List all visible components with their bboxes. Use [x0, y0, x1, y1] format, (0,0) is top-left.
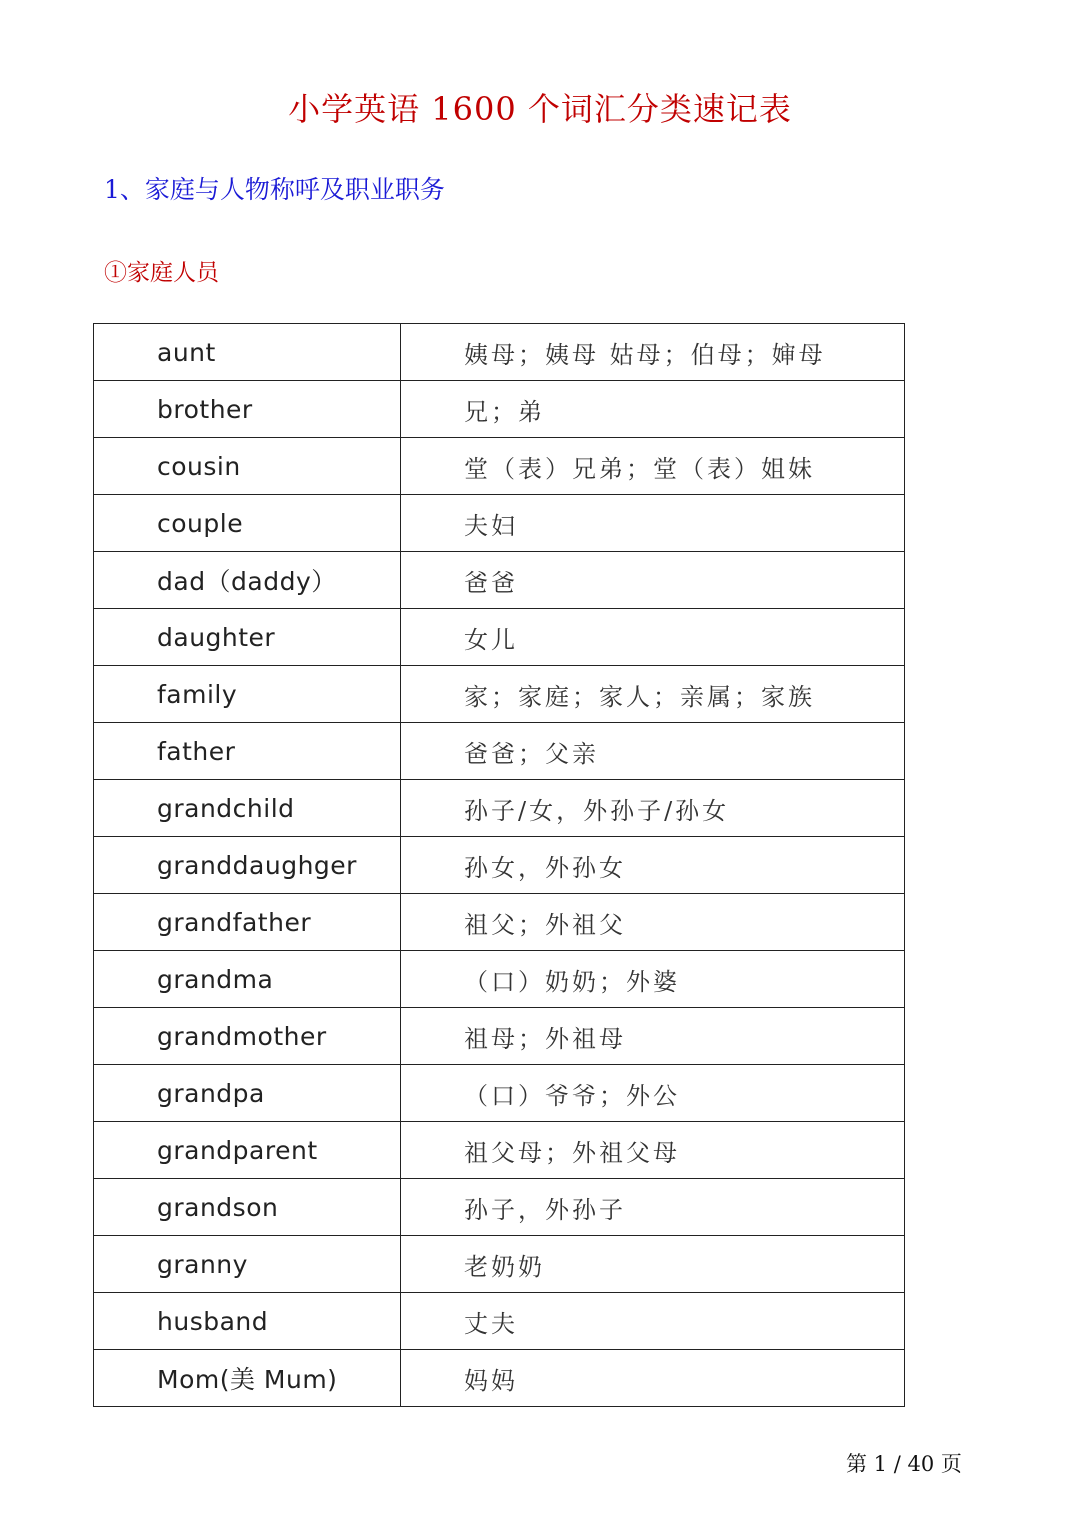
table-row [94, 894, 905, 951]
meaning-cell: 爸爸；父亲 [401, 723, 905, 780]
table-row [94, 381, 905, 438]
table-row [94, 723, 905, 780]
word-cell: daughter [94, 609, 401, 666]
table-row [94, 1236, 905, 1293]
meaning-cell: 夫妇 [401, 495, 905, 552]
subsection-heading: ①家庭人员 [104, 260, 219, 286]
word-cell: husband [94, 1293, 401, 1350]
meaning-cell: （口）奶奶；外婆 [401, 951, 905, 1008]
meaning-cell: 祖父；外祖父 [401, 894, 905, 951]
word-cell: granddaughger [94, 837, 401, 894]
meaning-cell: 家；家庭；家人；亲属；家族 [401, 666, 905, 723]
page-number: 第 1 / 40 页 [846, 1452, 962, 1476]
word-cell: dad（daddy） [94, 552, 401, 609]
meaning-cell: 老奶奶 [401, 1236, 905, 1293]
word-cell: brother [94, 381, 401, 438]
meaning-cell: 妈妈 [401, 1350, 905, 1407]
table-row [94, 1350, 905, 1407]
word-cell: grandchild [94, 780, 401, 837]
meaning-cell: 祖母；外祖母 [401, 1008, 905, 1065]
word-cell: cousin [94, 438, 401, 495]
table-row [94, 1179, 905, 1236]
table-row [94, 1008, 905, 1065]
meaning-cell: 丈夫 [401, 1293, 905, 1350]
table-row [94, 552, 905, 609]
meaning-cell: 孙子/女，外孙子/孙女 [401, 780, 905, 837]
word-cell: aunt [94, 324, 401, 381]
table-row [94, 1122, 905, 1179]
section-heading: 1、家庭与人物称呼及职业职务 [104, 175, 445, 204]
table-row [94, 324, 905, 381]
table-row [94, 1293, 905, 1350]
word-cell: grandson [94, 1179, 401, 1236]
word-cell: grandmother [94, 1008, 401, 1065]
table-row [94, 666, 905, 723]
meaning-cell: （口）爷爷；外公 [401, 1065, 905, 1122]
meaning-cell: 孙子，外孙子 [401, 1179, 905, 1236]
word-cell: Mom(美 Mum) [94, 1350, 401, 1407]
table-row [94, 609, 905, 666]
meaning-cell: 堂（表）兄弟；堂（表）姐妹 [401, 438, 905, 495]
table-row [94, 780, 905, 837]
table-row [94, 495, 905, 552]
meaning-cell: 孙女，外孙女 [401, 837, 905, 894]
word-cell: grandma [94, 951, 401, 1008]
word-cell: grandpa [94, 1065, 401, 1122]
word-cell: granny [94, 1236, 401, 1293]
word-cell: father [94, 723, 401, 780]
document-title: 小学英语 1600 个词汇分类速记表 [288, 90, 792, 128]
meaning-cell: 姨母；姨母 姑母；伯母；婶母 [401, 324, 905, 381]
table-row [94, 1065, 905, 1122]
meaning-cell: 女儿 [401, 609, 905, 666]
table-row [94, 951, 905, 1008]
meaning-cell: 爸爸 [401, 552, 905, 609]
word-cell: family [94, 666, 401, 723]
word-cell: grandfather [94, 894, 401, 951]
meaning-cell: 祖父母；外祖父母 [401, 1122, 905, 1179]
word-cell: couple [94, 495, 401, 552]
word-cell: grandparent [94, 1122, 401, 1179]
meaning-cell: 兄；弟 [401, 381, 905, 438]
table-row [94, 837, 905, 894]
vocabulary-table [93, 323, 905, 1407]
table-row [94, 438, 905, 495]
